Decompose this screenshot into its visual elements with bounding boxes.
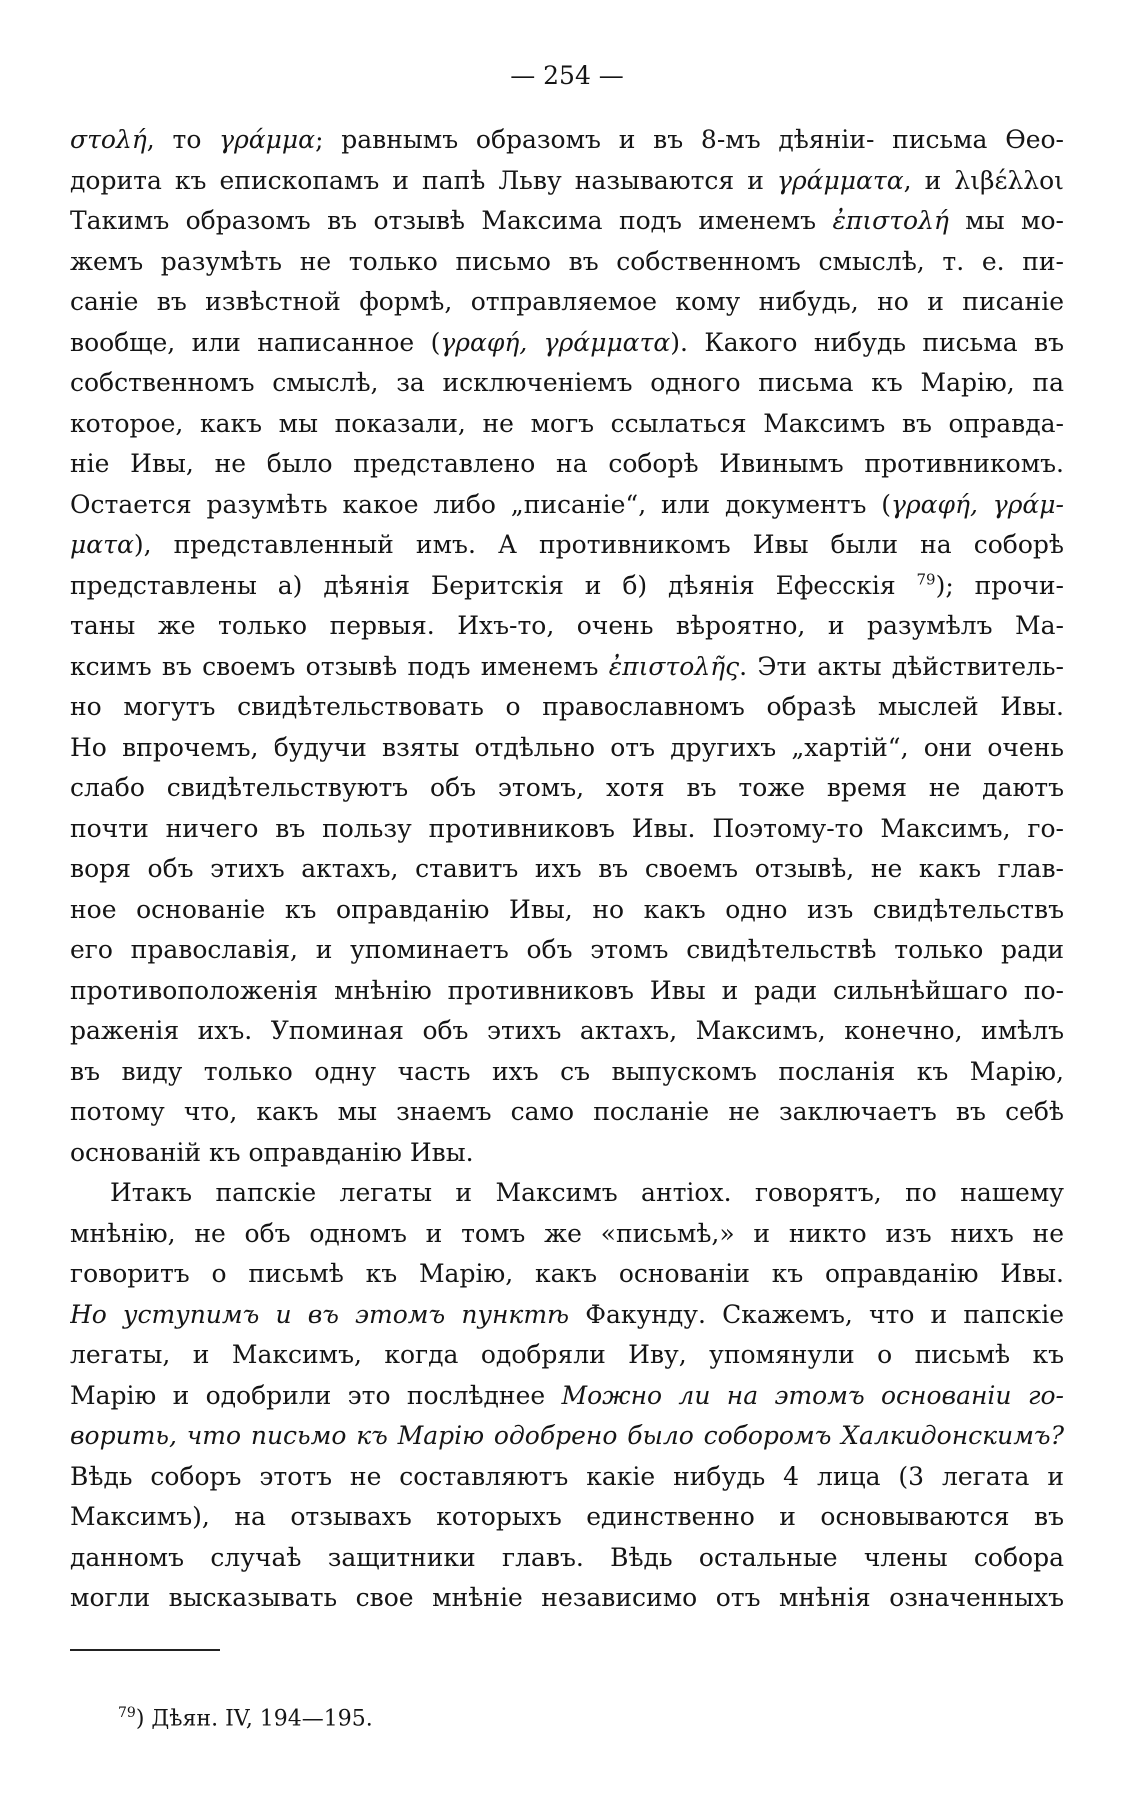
text-line: въ виду только одну часть ихъ съ выпускомъ посланія къ Марію,	[70, 1056, 1064, 1086]
text-line: представлены а) дѣянія Беритскія и б) дѣянія Ефесскія $^{79}$); прочи-	[70, 570, 1064, 600]
footnote-divider	[70, 1649, 220, 1651]
text-line: Вѣдь соборъ этотъ не составляютъ какіе нибудь 4 лица (3 легата и	[70, 1461, 1064, 1491]
text-line: ворить, что письмо къ Марію одобрено было соборомъ Халкидонскимъ?	[70, 1421, 1064, 1450]
text-line: собственномъ смыслѣ, за исключеніемъ одного письма къ Марію, па	[70, 368, 1064, 397]
footnote-reference[interactable]: 79	[916, 570, 936, 589]
text-line: раженія ихъ. Упоминая объ этихъ актахъ, Максимъ, конечно, имѣлъ	[70, 1016, 1064, 1045]
footnote-text: ) Дѣян. IV, 194—195.	[135, 1706, 373, 1732]
text-line: ксимъ въ своемъ отзывѣ подъ именемъ ἐπιστολῆς. Эти акты дѣйствитель-	[70, 651, 1064, 681]
text-line: основаній къ оправданію Ивы.	[70, 1137, 474, 1167]
paragraph-1	[70, 120, 1064, 1173]
text-line: Остается разумѣть какое либо „писаніе“, или документъ (γραφή, γράμ-	[70, 489, 1064, 519]
text-line: противоположенія мнѣнію противниковъ Ивы и ради сильнѣйшаго по-	[70, 975, 1064, 1005]
text-line: вообще, или написанное (γραφή, γράμματα). Какого нибудь письма въ	[70, 327, 1064, 357]
footnote-number: 79	[118, 1705, 136, 1721]
text-line: воря объ этихъ актахъ, ставитъ ихъ въ своемъ отзывѣ, не какъ глав-	[70, 854, 1064, 883]
text-line: данномъ случаѣ защитники главъ. Вѣдь остальные члены собора	[70, 1542, 1064, 1572]
text-line: Максимъ), на отзывахъ которыхъ единственно и основываются въ	[70, 1502, 1064, 1531]
body-text	[70, 120, 1064, 1619]
text-line: Такимъ образомъ въ отзывѣ Максима подъ именемъ ἐπιστολή мы мо-	[70, 206, 1064, 235]
text-line: могли высказывать свое мнѣніе независимо отъ мнѣнія означенныхъ	[70, 1583, 1064, 1612]
text-line: στολή, то γράμμα; равнымъ образомъ и въ 8-мъ дѣяніи- письма Өео-	[70, 125, 1064, 154]
text-line: жемъ разумѣть не только письмо въ собственномъ смыслѣ, т. е. пи-	[70, 246, 1064, 276]
text-line: Марію и одобрили это послѣднее Можно ли на этомъ основаніи го-	[70, 1380, 1064, 1410]
text-line: дорита къ епископамъ и папѣ Льву называются и γράμματα, и λιβέλλοι	[70, 165, 1064, 195]
text-line: легаты, и Максимъ, когда одобряли Иву, упомянули о письмѣ къ	[70, 1340, 1064, 1369]
book-page	[70, 58, 1064, 1778]
text-line: таны же только первыя. Ихъ-то, очень вѣроятно, и разумѣлъ Ма-	[70, 611, 1064, 640]
text-line: мнѣнію, не объ одномъ и томъ же «письмѣ,» и никто изъ нихъ не	[70, 1218, 1064, 1248]
text-line: говоритъ о письмѣ къ Марію, какъ основаніи къ оправданію Ивы.	[70, 1259, 1064, 1288]
text-line: Но впрочемъ, будучи взяты отдѣльно отъ другихъ „хартій“, они очень	[70, 732, 1064, 762]
text-line: Итакъ папскіе легаты и Максимъ антіох. говорятъ, по нашему	[110, 1178, 1064, 1207]
text-line: ματα), представленный имъ. А противникомъ Ивы были на соборѣ	[70, 530, 1064, 559]
text-line: слабо свидѣтельствуютъ объ этомъ, хотя въ тоже время не даютъ	[70, 773, 1064, 802]
page-number: — 254 —	[510, 61, 624, 90]
text-line: но могутъ свидѣтельствовать о православномъ образѣ мыслей Ивы.	[70, 692, 1064, 721]
text-line: его православія, и упоминаетъ объ этомъ свидѣтельствѣ только ради	[70, 935, 1064, 964]
text-line: Но уступимъ и въ этомъ пунктѣ Факунду. Скажемъ, что и папскіе	[70, 1299, 1064, 1329]
text-line: почти ничего въ пользу противниковъ Ивы. Поэтому-то Максимъ, го-	[70, 813, 1064, 843]
text-line: ное основаніе къ оправданію Ивы, но какъ одно изъ свидѣтельствъ	[70, 894, 1064, 924]
paragraph-2	[70, 1173, 1064, 1619]
text-line: ніе Ивы, не было представлено на соборѣ Ивинымъ противникомъ.	[70, 449, 1064, 478]
text-line: потому что, какъ мы знаемъ само посланіе не заключаетъ въ себѣ	[70, 1097, 1064, 1126]
text-line: саніе въ извѣстной формѣ, отправляемое кому нибудь, но и писаніе	[70, 287, 1064, 316]
text-line: которое, какъ мы показали, не могъ ссылаться Максимъ въ оправда-	[70, 408, 1064, 438]
footnote	[118, 1698, 373, 1734]
